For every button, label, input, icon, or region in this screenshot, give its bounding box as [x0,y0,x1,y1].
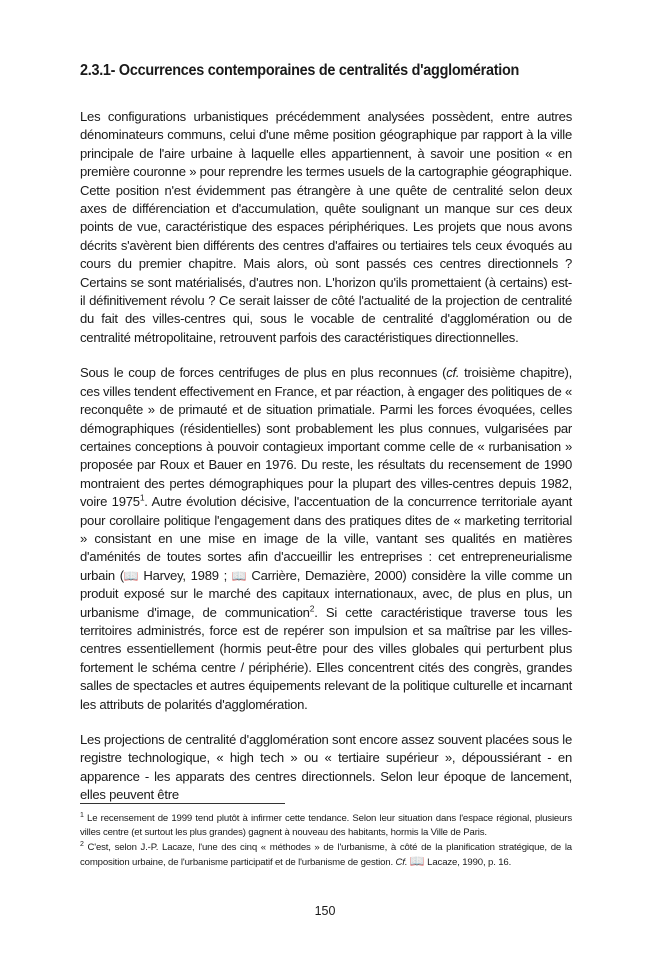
page-body [80,62,572,805]
footnotes [80,812,572,871]
section-heading: 2.3.1- Occurrences contemporaines de centralités d'agglomération [80,62,520,79]
paragraph-1: Les configurations urbanistiques précédemment analysées possèdent, entre autres dénominateurs communs, celui d'une même position géographique par rapport à la ville principale de l'aire urbaine à laquelle elles appartiennent, à savoir une position « en première couronne » pour reprendre les termes usuels de la cartographie géographique. Cette position n'est évidemment pas étrangère à une quête de centralité selon deux axes de différenciation et d'accumulation, quête soulignant un manque sur ces deux points de vue, caractéristique des espaces périphériques. Les projets que nous avons décrits s'avèrent bien différents des centres d'affaires ou tertiaires tels ceux évoqués au cours du premier chapitre. Mais alors, où sont passés ces centres directionnels ? Certains se sont matérialisés, d'autres non. L'horizon qu'ils promettaient (à certains) est-il définitivement révolu ? Ce serait laisser de côté l'actualité de la projection de centralité du fait des villes-centres qui, sous le vocable de centralité d'agglomération ou de centralité métropolitaine, retrouvent parfois des caractéristiques directionnelles. [80,109,572,345]
footnote-ref-1[interactable]: 1 [139,492,145,503]
page-number: 150 [314,904,336,918]
footnote-2: $^2$ C'est, selon J.-P. Lacaze, l'une des cinq « méthodes » de l'urbanisme, à côté de la planification stratégique, de la composition urbaine, de l'urbanisme participatif et de l'urbanisme de gestion. Cf. 📖 Lacaze, 1990, p. 16. [80,840,572,869]
paragraph-3: Les projections de centralité d'agglomération sont encore assez souvent placées sous le registre technologique, « high tech » ou « tertiaire supérieur », dépoussiérant - en apparence - les apparats des centres directionnels. Selon leur époque de lancement, elles peuvent être [80,732,572,803]
book-icon: 📖 [409,854,425,869]
footnote-ref-2[interactable]: 2 [309,603,315,614]
book-icon: 📖 [123,568,139,583]
book-icon: 📖 [231,568,247,583]
footnote-1: $^1$ Le recensement de 1999 tend plutôt à infirmer cette tendance. Selon leur situation dans l'espace régional, plusieurs villes centre (et surtout les plus grandes) gagnent à nouveau des habitants, hormis la Ville de Paris. [80,811,572,839]
footnote-divider [80,803,285,804]
cf-abbreviation: cf. [446,365,460,381]
paragraph-2: Sous le coup de forces centrifuges de plus en plus reconnues (cf. troisième chapitre), ces villes tendent effectivement en France, et par réaction, à engager des politiques de « reconquête » de primauté et de situation primatiale. Parmi les forces évoquées, celles démographiques (résidentielles) sont probablement les plus connues, vulgarisées par certaines conceptions à pouvoir contagieux important comme celle de « rurbanisation » proposée par Roux et Bauer en 1976. Du reste, les résultats du recensement de 1990 montraient des pertes démographiques pour la plupart des villes-centres depuis 1982, voire 1975$^1$. Autre évolution décisive, l'accentuation de la concurrence territoriale ayant pour corollaire politique l'engagement dans des pratiques dites de « marketing territorial » consistant en une mise en image de la ville, vantant ses qualités en matières d'aménités de toutes sortes afin d'accueillir les entreprises : cet entrepreneurialisme urbain (📖 Harvey, 1989 ; 📖 Carrière, Demazière, 2000) considère la ville comme un produit exposé sur le marché des capitaux internationaux, avec, de plus en plus, un urbanisme d'image, de communication$^2$. Si cette caractéristique traverse tous les territoires administrés, force est de repérer son impulsion et sa maîtrise par les villes-centres essentiellement (hormis peut-être pour des villes globales qui perturbent plus fortement le schéma centre / périphérie). Elles concentrent cités des congrès, grandes salles de spectacles et autres équipements relevant de la politique culturelle et incarnant les attributs de polarités d'agglomération. [80,365,572,712]
